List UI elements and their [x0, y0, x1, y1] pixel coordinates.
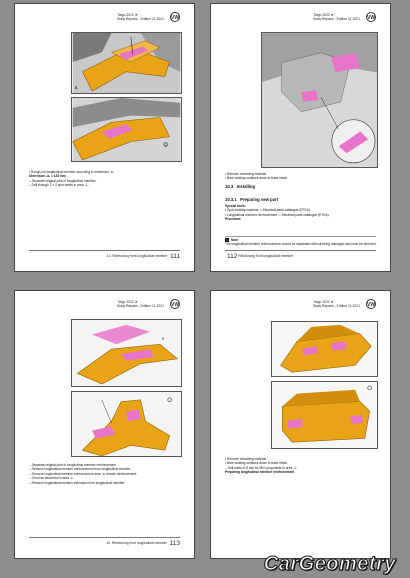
illustration-reinforcement-top: [71, 319, 182, 387]
illustration-front-section: [261, 32, 378, 168]
page4-text: • Remove remaining material. • Bare welding surfaces down to base metal. – Drill holes of 8 mm for MIG plug welds in area -1-. Preparing longitudinal member reinforcement: [225, 457, 380, 475]
page-header: Taigo 2022 ➤ Body Repairs - Edition 11.2021: [117, 300, 164, 309]
manual-page-112: [210, 3, 391, 272]
footer-rule: [29, 537, 180, 538]
svg-text:a: a: [74, 86, 78, 92]
page1-text: • Rough-cut longitudinal member according to dimension -a-. Dimension -a- = 125 mm – Separate original joint of longitudinal member. – Drill through 2 × 2 spot welds in area -1-.: [29, 170, 184, 188]
page-number: 113: [169, 540, 180, 547]
illustration-reinforcement-bottom: [71, 391, 182, 457]
svg-text:a: a: [161, 335, 165, 341]
page-footer: 10. Reinforcing front longitudinal member 111: [106, 253, 180, 260]
page-number: 112: [227, 253, 238, 260]
section-heading-installing: 10.3 Installing: [225, 184, 256, 189]
illustration-longitudinal-member-detail: [71, 97, 182, 162]
page-footer: 10. Reinforcing front longitudinal member 113: [106, 540, 180, 547]
manual-page-114: [210, 290, 391, 559]
subsection-heading-preparing: 10.3.1 Preparing new part: [225, 197, 279, 202]
page2-note: i Note The longitudinal member reinforcement cannot be separated without being damaged and must be renewed.: [225, 238, 377, 247]
page3-text: – Separate original joint of longitudinal member reinforcement. – Remove longitudinal member reinforcement from longitudinal member. – Remove longitudinal member reinforcement area -a- beside reinforcement. – Grind as described in area -1-. – Remove longitudinal member extension from longitudinal member.: [29, 463, 184, 485]
note-rule: [225, 236, 376, 237]
cargeometry-watermark: CarGeometry: [263, 553, 396, 575]
vw-logo: VW: [366, 299, 376, 309]
svg-text:1: 1: [164, 143, 167, 148]
vw-logo: VW: [366, 12, 376, 22]
illustration-longitudinal-member-top: [71, 32, 182, 94]
footer-rule: [29, 250, 180, 251]
illustration-reinforcement-part-a: [271, 321, 378, 377]
page2-requirements: Special tools: • Spot-welding machine ⇒ Electrical parts catalogue (ETKA). • Longitudinal member reinforcement ⇒ Electrical parts catalogue (ETKA). Procedure: [225, 204, 380, 222]
manual-page-113: [14, 290, 195, 559]
illustration-reinforcement-part-b: [271, 381, 378, 449]
page-number: 111: [170, 253, 180, 260]
page-header: Taigo 2022 ➤ Body Repairs - Edition 11.2021: [313, 300, 360, 309]
page-footer: 112 Reinforcing front longitudinal member: [227, 253, 294, 260]
page-header: Taigo 2022 ➤ Body Repairs - Edition 11.2021: [313, 13, 360, 22]
page2-text: • Remove remaining material. • Bare welding surfaces down to base metal.: [225, 172, 380, 181]
vw-logo: VW: [170, 12, 180, 22]
manual-page-111: [14, 3, 195, 272]
vw-logo: VW: [170, 299, 180, 309]
page-header: Taigo 2022 ➤ Body Repairs - Edition 11.2021: [117, 13, 164, 22]
note-icon: i: [226, 238, 228, 242]
footer-rule: [225, 250, 376, 251]
